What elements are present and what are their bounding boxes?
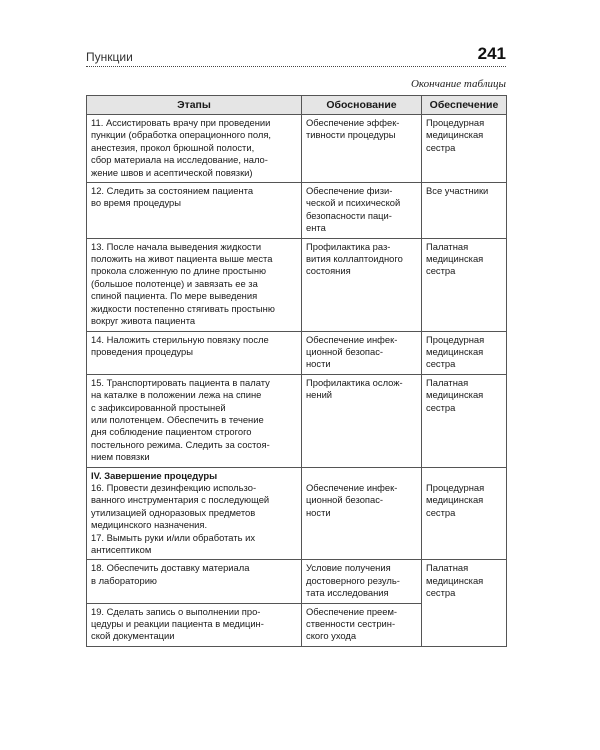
rationale-line: ента [306,222,326,234]
stage-line: прокола сложенную по длине простыню [91,265,267,277]
stage-line: проведения процедуры [91,345,193,357]
stage-cell [87,115,302,183]
provision-line: Палатная [426,562,469,574]
provision-cell [422,183,507,239]
rationale-cell [302,331,422,374]
provision-line [426,470,502,482]
stage-line: дня соблюдение пациентом строгого [91,426,252,438]
table-continuation-caption: Окончание таблицы [410,78,506,90]
stage-cell [87,374,302,467]
stage-line: с зафиксированной простыней [91,401,226,413]
rationale-cell [302,115,422,183]
rationale-line: ционной безопас- [306,345,384,357]
stage-line: ской документации [91,630,175,642]
stage-line: ванного инструментария с последующей [91,494,270,506]
table-row [87,374,507,467]
rationale-line: вития коллаптоидного [306,253,403,265]
stage-line: 12. Следить за состоянием пациента [91,185,254,197]
stage-line: жидкости постепенно стягивать простыню [91,302,275,314]
rationale-cell [302,560,422,603]
rationale-line: безопасности паци- [306,209,392,221]
rationale-line: Обеспечение физи- [306,185,393,197]
rationale-line: достоверного резуль- [306,574,400,586]
stage-line: нием повязки [91,451,150,463]
stage-line: жение швов и асептической повязки) [91,166,253,178]
table-row [87,467,507,560]
rationale-line: Обеспечение эффек- [306,117,400,128]
stage-cell [87,238,302,331]
rationale-cell [302,603,422,646]
rationale-line: тата исследования [306,587,389,599]
page-header [86,44,506,68]
provision-line: медицинская [426,574,484,586]
provision-cell [422,331,507,374]
rationale-line: Обеспечение инфек- [306,333,398,345]
rationale-line: ционной безопас- [306,494,384,506]
stage-line: цедуры и реакции пациента в медицин- [91,618,264,630]
rationale-line: состояния [306,265,351,277]
provision-cell [422,560,507,646]
stage-line: антисептиком [91,544,152,555]
page-number: 241 [477,44,506,63]
section-heading: IV. Завершение процедуры [91,469,218,481]
rationale-line [306,470,417,482]
stage-line: вокруг живота пациента [91,315,196,327]
stage-line: (большое полотенце) и завязать ее за [91,277,258,289]
rationale-line: тивности процедуры [306,129,396,141]
table-row [87,115,507,183]
table-row [87,560,507,603]
rationale-line: Профилактика раз- [306,240,391,252]
provision-line: Процедурная [426,117,485,128]
table-header-row [87,96,507,115]
provision-line: сестра [426,587,456,599]
stage-line: постельного режима. Следить за состоя- [91,438,270,450]
rationale-line: ского ухода [306,630,357,642]
rationale-line: ственности сестрин- [306,618,396,630]
stage-cell [87,183,302,239]
provision-line: медицинская [426,129,484,141]
column-header-provision: Обеспечение [422,96,507,115]
provision-line: сестра [426,141,456,153]
provision-line: Процедурная [426,481,485,493]
stage-line: 17. Вымыть руки и/или обработать их [91,531,256,543]
rationale-line: нений [306,389,333,401]
provision-line: медицинская [426,253,484,265]
rationale-line: ческой и психической [306,197,401,209]
stage-line: утилизацией одноразовых предметов [91,506,256,518]
stage-line: 11. Ассистировать врачу при проведении [91,117,271,128]
rationale-cell [302,238,422,331]
provision-line: Палатная [426,376,469,388]
provision-line: Палатная [426,240,469,252]
stage-line: положить на живот пациента выше места [91,253,273,265]
provision-line: Процедурная [426,333,485,345]
provision-line: медицинская [426,389,484,401]
stage-line: или полотенцем. Обеспечить в течение [91,413,264,425]
stage-line: 13. После начала выведения жидкости [91,240,262,252]
stage-line: 15. Транспортировать пациента в палату [91,376,270,388]
stage-line: пункции (обработка операционного поля, [91,129,272,141]
provision-cell [422,238,507,331]
provision-line: медицинская [426,494,484,506]
stage-line: спиной пациента. По мере выведения [91,290,258,302]
stage-cell [87,603,302,646]
table-row [87,238,507,331]
stage-cell [87,331,302,374]
provision-cell [422,467,507,560]
stage-line: на каталке в положении лежа на спине [91,389,262,401]
section-title: Пункции [86,50,133,64]
provision-line: медицинская [426,345,484,357]
rationale-cell [302,374,422,467]
provision-line: сестра [426,358,456,370]
table-row [87,331,507,374]
rationale-line: Условие получения [306,562,391,574]
stage-line: 19. Сделать запись о выполнении про- [91,605,261,617]
rationale-cell [302,183,422,239]
stage-line: медицинского назначения. [91,519,208,531]
stage-line: сбор материала на исследование, нало- [91,154,268,166]
rationale-line: ности [306,358,331,370]
rationale-line: Обеспечение инфек- [306,481,398,493]
provision-line: сестра [426,265,456,277]
procedure-table [86,95,507,647]
rationale-line: Профилактика ослож- [306,376,403,388]
stage-line: в лабораторию [91,574,157,586]
provision-line: Все участники [426,185,489,197]
provision-cell [422,115,507,183]
stage-line: во время процедуры [91,197,182,209]
rationale-cell [302,467,422,560]
rationale-line: Обеспечение преем- [306,605,398,617]
stage-cell [87,560,302,603]
stage-cell [87,467,302,560]
provision-cell [422,374,507,467]
rationale-line: ности [306,506,331,518]
stage-line: 18. Обеспечить доставку материала [91,562,250,574]
table-row [87,183,507,239]
stage-line: анестезия, прокол брюшной полости, [91,141,255,153]
column-header-rationale: Обоснование [302,96,422,115]
provision-line: сестра [426,401,456,413]
stage-line: 14. Наложить стерильную повязку после [91,333,269,345]
provision-line: сестра [426,506,456,518]
column-header-stages: Этапы [87,96,302,115]
stage-line: 16. Провести дезинфекцию использо- [91,481,257,493]
header-dotted-rule [86,66,506,67]
